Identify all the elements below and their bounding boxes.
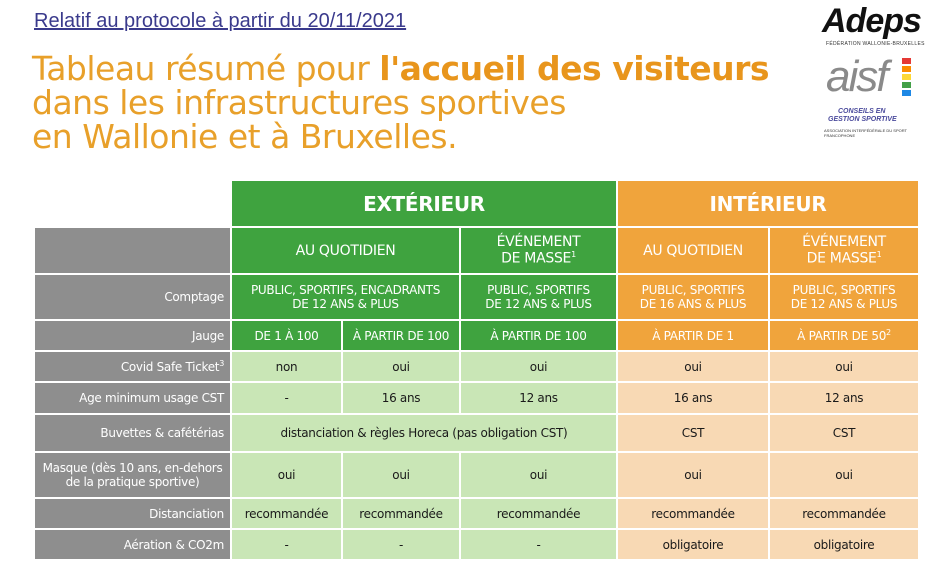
int-daily-header: AU QUOTIDIEN	[618, 228, 768, 273]
ext-mass-line2: DE MASSE	[501, 250, 572, 267]
row-aeration	[35, 530, 918, 559]
row-label: Jauge	[35, 321, 230, 350]
aisf-color-bars	[902, 58, 911, 98]
cell: oui	[618, 453, 768, 497]
cell-line: PUBLIC, SPORTIFS	[641, 283, 745, 297]
cell: À PARTIR DE 100	[461, 321, 616, 350]
cell: -	[232, 530, 341, 559]
title-bold: l'accueil des visiteurs	[379, 49, 770, 88]
summary-table	[33, 179, 920, 561]
cell-line: PUBLIC, SPORTIFS	[792, 283, 896, 297]
row-jauge	[35, 321, 918, 350]
adeps-logo-tagline: FÉDÉRATION WALLONIE-BRUXELLES	[826, 41, 925, 47]
cell: oui	[461, 352, 616, 381]
protocol-note: Relatif au protocole à partir du 20/11/2021	[34, 10, 407, 32]
cell	[770, 275, 918, 319]
row-label: Comptage	[35, 275, 230, 319]
cell: oui	[770, 453, 918, 497]
cell	[770, 321, 918, 350]
row-comptage	[35, 275, 918, 319]
row-label	[35, 453, 230, 497]
row-label: Distanciation	[35, 499, 230, 528]
adeps-logo-text: Adeps	[822, 2, 921, 40]
cell: recommandée	[461, 499, 616, 528]
cell: 12 ans	[770, 383, 918, 413]
row-label-line: Masque (dès 10 ans, en-dehors	[42, 461, 223, 475]
footnote-marker: 1	[876, 250, 882, 260]
int-mass-line2: DE MASSE	[806, 250, 877, 267]
cell: -	[232, 383, 341, 413]
exterior-header: EXTÉRIEUR	[232, 181, 616, 226]
cell: -	[461, 530, 616, 559]
cell-line: DE 12 ANS & PLUS	[790, 297, 898, 311]
cell-line: PUBLIC, SPORTIFS, ENCADRANTS	[250, 283, 441, 297]
adeps-logo	[822, 2, 927, 47]
cell	[461, 275, 616, 319]
cell	[232, 275, 459, 319]
cell: oui	[461, 453, 616, 497]
title-line3: en Wallonie et à Bruxelles.	[32, 117, 458, 156]
subheader-row	[35, 228, 918, 273]
cell-line: DE 12 ANS & PLUS	[292, 297, 399, 311]
footnote-marker: 3	[219, 359, 224, 368]
aisf-bar	[902, 58, 911, 64]
cell: oui	[618, 352, 768, 381]
ext-mass-line1: ÉVÉNEMENT	[496, 234, 581, 251]
page-title	[32, 49, 822, 156]
aisf-bar	[902, 74, 911, 80]
cell: À PARTIR DE 1	[618, 321, 768, 350]
cell: oui	[232, 453, 341, 497]
footnote-marker: 1	[571, 250, 576, 260]
cell: 16 ans	[343, 383, 459, 413]
cell	[618, 275, 768, 319]
title-part1: Tableau résumé pour	[32, 49, 380, 88]
int-mass-header	[770, 228, 918, 273]
cell: non	[232, 352, 341, 381]
footnote-marker: 2	[886, 328, 891, 337]
cell: À PARTIR DE 100	[343, 321, 459, 350]
cell-line: DE 16 ANS & PLUS	[639, 297, 747, 311]
row-label: Age minimum usage CST	[35, 383, 230, 413]
title-line2: dans les infrastructures sportives	[32, 83, 566, 122]
row-label	[35, 352, 230, 381]
label-header-cell	[35, 228, 230, 273]
row-buvettes	[35, 415, 918, 451]
int-mass-line1: ÉVÉNEMENT	[802, 234, 886, 251]
aisf-tagline-3: ASSOCIATION INTERFÉDÉRALE DU SPORT FRANCOPHONE	[824, 128, 907, 138]
cell: CST	[770, 415, 918, 451]
row-label-text: Covid Safe Ticket	[120, 360, 220, 374]
cell: CST	[618, 415, 768, 451]
aisf-bar	[902, 82, 911, 88]
ext-mass-header	[461, 228, 616, 273]
row-cst	[35, 352, 918, 381]
cell-line: PUBLIC, SPORTIFS	[487, 283, 590, 297]
row-age	[35, 383, 918, 413]
section-header-row	[35, 181, 918, 226]
row-label: Buvettes & cafétérias	[35, 415, 230, 451]
aisf-bar	[902, 90, 911, 96]
cell-line: DE 12 ANS & PLUS	[485, 297, 592, 311]
aisf-bar	[902, 66, 911, 72]
row-masque	[35, 453, 918, 497]
ext-daily-header: AU QUOTIDIEN	[232, 228, 459, 273]
cell: oui	[343, 453, 459, 497]
cell: -	[343, 530, 459, 559]
aisf-tagline-1: CONSEILS EN	[838, 108, 886, 115]
cell: oui	[770, 352, 918, 381]
cell: recommandée	[618, 499, 768, 528]
row-label-line: de la pratique sportive)	[65, 475, 200, 489]
aisf-logo-text: aisf	[826, 52, 887, 101]
blank-cell	[35, 181, 230, 226]
cell: distanciation & règles Horeca (pas obligation CST)	[232, 415, 616, 451]
row-distanciation	[35, 499, 918, 528]
row-label: Aération & CO2m	[35, 530, 230, 559]
cell: 12 ans	[461, 383, 616, 413]
cell: DE 1 À 100	[232, 321, 341, 350]
cell: recommandée	[232, 499, 341, 528]
aisf-tagline-2: GESTION SPORTIVE	[828, 116, 897, 123]
aisf-logo	[820, 52, 928, 140]
cell: obligatoire	[770, 530, 918, 559]
cell: oui	[343, 352, 459, 381]
cell: obligatoire	[618, 530, 768, 559]
cell: 16 ans	[618, 383, 768, 413]
cell: recommandée	[343, 499, 459, 528]
cell-text: À PARTIR DE 50	[797, 329, 887, 343]
interior-header: INTÉRIEUR	[618, 181, 918, 226]
cell: recommandée	[770, 499, 918, 528]
